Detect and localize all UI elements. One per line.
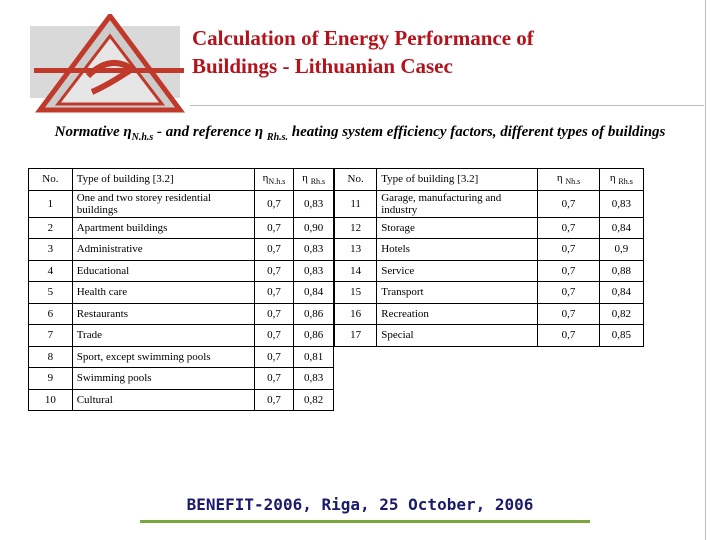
footer-event: BENEFIT-2006, Riga, 25 October, 2006 bbox=[186, 495, 534, 514]
cell-type: Swimming pools bbox=[72, 368, 254, 390]
header-type: Type of building [3.2] bbox=[377, 169, 538, 191]
cell-eta-n: 0,7 bbox=[538, 303, 599, 325]
cell-eta-r: 0,82 bbox=[294, 389, 334, 411]
table-row bbox=[29, 325, 334, 347]
cell-no: 10 bbox=[29, 389, 73, 411]
table-row bbox=[29, 239, 334, 261]
efficiency-table-right bbox=[334, 168, 644, 347]
cell-eta-n: 0,7 bbox=[538, 190, 599, 217]
header-eta-r: η $_{Rh.s}$ bbox=[294, 169, 334, 191]
cell-eta-n: 0,7 bbox=[254, 260, 294, 282]
cell-eta-n: 0,7 bbox=[254, 303, 294, 325]
cell-no: 3 bbox=[29, 239, 73, 261]
cell-eta-n: 0,7 bbox=[254, 368, 294, 390]
header-no: No. bbox=[29, 169, 73, 191]
cell-no: 8 bbox=[29, 346, 73, 368]
cell-eta-n: 0,7 bbox=[538, 282, 599, 304]
table-caption bbox=[40, 122, 680, 148]
cell-no: 6 bbox=[29, 303, 73, 325]
caption-sub-2: Rh.s. bbox=[266, 132, 289, 143]
cell-type: Sport, except swimming pools bbox=[72, 346, 254, 368]
header-eta-n: $\eta_{N.h.s}$ bbox=[254, 169, 294, 191]
cell-no: 16 bbox=[335, 303, 377, 325]
table-row bbox=[335, 190, 644, 217]
page-title bbox=[192, 24, 692, 80]
cell-type: Restaurants bbox=[72, 303, 254, 325]
table-row bbox=[335, 325, 644, 347]
cell-type: Garage, manufacturing and industry bbox=[377, 190, 538, 217]
cell-eta-r: 0,90 bbox=[294, 217, 334, 239]
cell-eta-r: 0,84 bbox=[599, 282, 643, 304]
table-row bbox=[29, 282, 334, 304]
table-row bbox=[335, 303, 644, 325]
cell-type: Educational bbox=[72, 260, 254, 282]
horizontal-rule bbox=[190, 105, 704, 106]
table-row bbox=[335, 260, 644, 282]
table-header-row bbox=[29, 169, 334, 191]
cell-eta-r: 0,81 bbox=[294, 346, 334, 368]
cell-type: Health care bbox=[72, 282, 254, 304]
cell-no: 17 bbox=[335, 325, 377, 347]
caption-part-3: heating system efficiency factors, different types of buildings bbox=[291, 124, 666, 140]
cell-eta-r: 0,83 bbox=[294, 190, 334, 217]
cell-no: 15 bbox=[335, 282, 377, 304]
cell-no: 13 bbox=[335, 239, 377, 261]
cell-type: Storage bbox=[377, 217, 538, 239]
cell-type: Special bbox=[377, 325, 538, 347]
header-type: Type of building [3.2] bbox=[72, 169, 254, 191]
cell-no: 11 bbox=[335, 190, 377, 217]
cell-no: 14 bbox=[335, 260, 377, 282]
cell-type: Apartment buildings bbox=[72, 217, 254, 239]
header-eta-n: η $_{Nh.s}$ bbox=[538, 169, 599, 191]
cell-eta-n: 0,7 bbox=[254, 239, 294, 261]
cell-eta-n: 0,7 bbox=[254, 346, 294, 368]
cell-no: 2 bbox=[29, 217, 73, 239]
cell-eta-n: 0,7 bbox=[538, 217, 599, 239]
cell-type: Trade bbox=[72, 325, 254, 347]
cell-eta-n: 0,7 bbox=[538, 325, 599, 347]
cell-eta-r: 0,84 bbox=[599, 217, 643, 239]
cell-type: Administrative bbox=[72, 239, 254, 261]
table-row bbox=[335, 239, 644, 261]
table-row bbox=[335, 217, 644, 239]
efficiency-table-left bbox=[28, 168, 334, 411]
cell-no: 12 bbox=[335, 217, 377, 239]
cell-eta-r: 0,88 bbox=[599, 260, 643, 282]
table-row bbox=[29, 260, 334, 282]
table-row bbox=[29, 389, 334, 411]
title-line-1: Calculation of Energy Performance of bbox=[192, 26, 534, 50]
cell-eta-r: 0,86 bbox=[294, 303, 334, 325]
cell-eta-n: 0,7 bbox=[254, 282, 294, 304]
cell-eta-r: 0,83 bbox=[294, 239, 334, 261]
footer-accent-bar bbox=[140, 520, 590, 523]
cell-no: 4 bbox=[29, 260, 73, 282]
cell-type: Transport bbox=[377, 282, 538, 304]
cell-eta-r: 0,83 bbox=[294, 368, 334, 390]
cell-eta-n: 0,7 bbox=[538, 260, 599, 282]
cell-no: 1 bbox=[29, 190, 73, 217]
header-no: No. bbox=[335, 169, 377, 191]
cell-type: Hotels bbox=[377, 239, 538, 261]
table-row bbox=[29, 346, 334, 368]
cell-type: Service bbox=[377, 260, 538, 282]
table-row bbox=[29, 190, 334, 217]
caption-part-2: - and reference η bbox=[157, 124, 264, 140]
table-row bbox=[335, 282, 644, 304]
cell-type: One and two storey residential buildings bbox=[72, 190, 254, 217]
institute-logo bbox=[30, 14, 190, 114]
cell-eta-n: 0,7 bbox=[254, 190, 294, 217]
cell-no: 5 bbox=[29, 282, 73, 304]
cell-eta-n: 0,7 bbox=[254, 217, 294, 239]
table-row bbox=[29, 217, 334, 239]
header-eta-r: η $_{Rh.s}$ bbox=[599, 169, 643, 191]
cell-eta-r: 0,83 bbox=[599, 190, 643, 217]
table-header-row bbox=[335, 169, 644, 191]
caption-sub-1: N.h.s bbox=[131, 132, 154, 143]
table-row bbox=[29, 303, 334, 325]
cell-type: Recreation bbox=[377, 303, 538, 325]
cell-type: Cultural bbox=[72, 389, 254, 411]
caption-part-1: Normative η bbox=[54, 124, 132, 140]
cell-eta-n: 0,7 bbox=[538, 239, 599, 261]
table-row bbox=[29, 368, 334, 390]
cell-no: 7 bbox=[29, 325, 73, 347]
cell-eta-r: 0,86 bbox=[294, 325, 334, 347]
cell-eta-n: 0,7 bbox=[254, 389, 294, 411]
cell-eta-r: 0,82 bbox=[599, 303, 643, 325]
vertical-rule bbox=[705, 0, 706, 540]
title-line-2: Buildings - Lithuanian Casec bbox=[192, 54, 453, 78]
cell-no: 9 bbox=[29, 368, 73, 390]
cell-eta-r: 0,83 bbox=[294, 260, 334, 282]
cell-eta-r: 0,9 bbox=[599, 239, 643, 261]
cell-eta-n: 0,7 bbox=[254, 325, 294, 347]
cell-eta-r: 0,84 bbox=[294, 282, 334, 304]
cell-eta-r: 0,85 bbox=[599, 325, 643, 347]
